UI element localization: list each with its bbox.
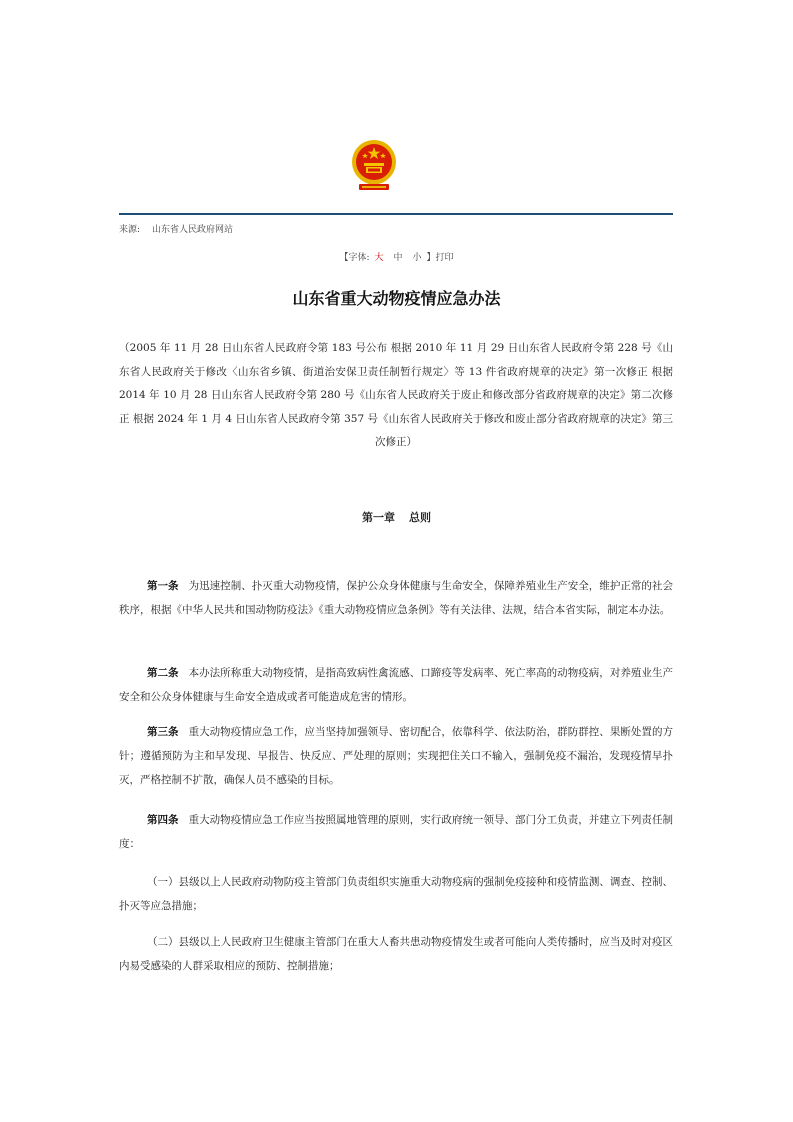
print-link[interactable]: 打印 [435,253,454,263]
article-item-2: （二）县级以上人民政府卫生健康主管部门在重大人畜共患动物疫情发生或者可能向人类传播时，应当及时对疫区内易受感染的人群采取相应的预防、控制措施； [119,936,673,972]
article-text: 重大动物疫情应急工作，应当坚持加强领导、密切配合，依靠科学、依法防治，群防群控、果断处置的方针；遵循预防为主和早发现、早报告、快反应、严处理的原则；实现把住关口不输入，强制免疫不漏治，发现疫情早扑灭，严格控制不扩散，确保人员不感染的目标。 [119,726,673,786]
font-controls-close: 】 [426,253,436,263]
chapter-heading [0,509,793,525]
article-text: 重大动物疫情应急工作应当按照属地管理的原则，实行政府统一领导、部门分工负责，并建立下列责任制度： [119,814,673,850]
source-value: 山东省人民政府网站 [152,225,234,235]
header-divider [119,213,673,215]
document-title: 山东省重大动物疫情应急办法 [292,289,501,308]
article-number: 第一条 [147,580,179,592]
chapter-number: 第一章 [362,511,395,524]
article-text: 为迅速控制、扑灭重大动物疫情，保护公众身体健康与生命安全，保障养殖业生产安全，维护正常的社会秩序，根据《中华人民共和国动物防疫法》《重大动物疫情应急条例》等有关法律、法规，结合本省实际，制定本办法。 [119,580,673,616]
font-size-medium-link[interactable]: 中 [393,253,403,263]
font-controls-open: 【字体: [339,253,370,263]
article-text: 本办法所称重大动物疫情，是指高致病性禽流感、口蹄疫等发病率、死亡率高的动物疫病，对养殖业生产安全和公众身体健康与生命安全造成或者可能造成危害的情形。 [119,667,673,703]
article-4 [119,808,673,856]
revision-history: （2005 年 11 月 28 日山东省人民政府令第 183 号公布 根据 2010 年 11 月 29 日山东省人民政府令第 228 号《山东省人民政府关于修改〈山东省乡镇、街道治安保卫责任制暂行规定〉等 13 件省政府规章的决定》第一次修正 根据 2014 年 10 月 28 日山东省人民政府令第 280 号《山东省人民政府关于废止和修改部分省政府规章的决定》第二次修正 根据 2024 年 1 月 4 日山东省人民政府令第 357 号《山东省人民政府关于修改和废止部分省政府规章的决定》第三次修正） [119,342,673,448]
national-emblem-icon [349,139,399,193]
source-line [119,222,233,235]
font-size-small-link[interactable]: 小 [412,253,422,263]
article-number: 第三条 [147,726,179,738]
article-item-1: （一）县级以上人民政府动物防疫主管部门负责组织实施重大动物疫病的强制免疫接种和疫情监测、调查、控制、扑灭等应急措施； [119,876,673,912]
article-1 [119,574,673,622]
source-label: 来源: [119,225,141,235]
font-size-controls [0,250,793,263]
chapter-title: 总则 [409,511,431,524]
article-number: 第四条 [147,814,179,826]
article-3 [119,720,673,792]
font-size-large-link[interactable]: 大 [374,253,384,263]
article-number: 第二条 [147,667,179,679]
article-2 [119,661,673,709]
